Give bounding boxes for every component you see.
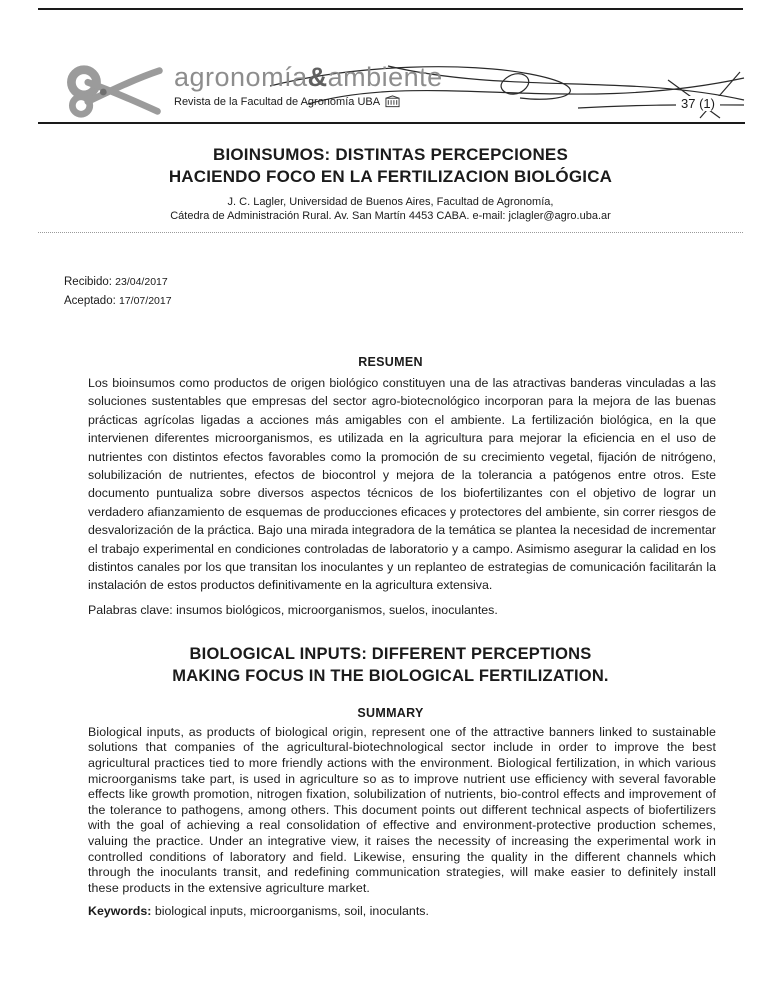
resumen-heading: RESUMEN xyxy=(358,355,423,369)
summary-heading: SUMMARY xyxy=(357,705,424,720)
received-label: Recibido: xyxy=(64,276,112,288)
article-title-es-line2: HACIENDO FOCO EN LA FERTILIZACION BIOLÓGICA xyxy=(168,167,613,186)
affiliation-line: Cátedra de Administración Rural. Av. San Martín 4453 CABA. e-mail: jclagler@agro.uba.ar xyxy=(170,209,611,222)
journal-masthead xyxy=(174,62,443,108)
keywords-label: Keywords: xyxy=(88,904,152,919)
journal-subtitle-text: Revista de la Facultad de Agronomía UBA xyxy=(174,95,381,108)
palabras-clave xyxy=(88,602,716,618)
article-title-en-line1: BIOLOGICAL INPUTS: DIFFERENT PERCEPTIONS xyxy=(189,644,592,663)
author-line: J. C. Lagler, Universidad de Buenos Aires, Facultad de Agronomía, xyxy=(227,196,554,208)
palabras-clave-text: insumos biológicos, microorganismos, suelos, inoculantes. xyxy=(176,602,498,617)
journal-name xyxy=(174,62,443,92)
received-date: 23/04/2017 xyxy=(115,276,168,288)
header-rule xyxy=(38,122,745,124)
journal-name-part1: agronomía xyxy=(174,62,308,92)
palabras-clave-label: Palabras clave: xyxy=(88,602,173,617)
accepted-date: 17/07/2017 xyxy=(119,295,172,307)
journal-name-part2: ambiente xyxy=(327,62,443,92)
article-title-es-line1: BIOINSUMOS: DISTINTAS PERCEPCIONES xyxy=(212,145,569,164)
journal-logo-icon xyxy=(58,62,166,120)
resumen-body: Los bioinsumos como productos de origen biológico constituyen una de las atractivas banderas vinculadas a las soluciones sustentables que empresas del sector agro-biotecnológico incorporan para la mejora de las buenas prácticas agrícolas ligadas a acciones más amigables con el ambiente. La fertilización biológica, en la que intervienen diferentes microorganismos, es utilizada en la agricultura para mejorar la eficiencia en el uso de nutrientes con distintos efectos favorables como la promoción de su crecimiento vegetal, fijación de nitrógeno, solubilización de nutrientes, efectos de biocontrol y mejora de la tolerancia a patógenos entre otros. Este documento puntualiza sobre diversos aspectos técnicos de los biofertilizantes con el objetivo de lograr un verdadero afianzamiento de esquemas de producciones eficaces y protectores del ambiente, sin correr riesgos de desvalorización de la práctica. Bajo una mirada integradora de la temática se plantea la necesidad de incrementar el trabajo experimental en condiciones controladas de laboratorio y a campo. Asimismo asegurar la calidad en los distintos canales por los que transitan los inoculantes y un replanteo de estrategias de comunicación facilitarán la instalación de estos productos definitivamente en la agricultura extensiva. xyxy=(88,376,716,593)
article-title-es xyxy=(0,144,781,188)
article-content xyxy=(0,130,781,919)
top-rule xyxy=(38,8,743,10)
accepted-row xyxy=(64,292,781,311)
keywords-text: biological inputs, microorganisms, soil, inoculants. xyxy=(154,904,429,919)
author-affiliation xyxy=(0,196,781,223)
journal-subtitle xyxy=(174,95,443,108)
accepted-label: Aceptado: xyxy=(64,295,116,307)
uba-building-icon xyxy=(385,95,400,108)
summary-body: Biological inputs, as products of biological origin, represent one of the attractive banners linked to sustainable solutions that companies of the agricultural-biotechnological sector include in order to improve the best agricultural practices tied to more friendly actions with the environment. Biological fertilization, in which various microorganisms take part, is used in agriculture so as to improve nutrient use efficiency with several favorable effects like growth promotion, nitrogen fixation, solubilization of nutrients, bio-control effects and improvement of the tolerance to pathogens, among others. This document points out different technical aspects of biofertilizers with the goal of achieving a real consolidation of effective and environment-protective production schemes, valuing the practice. Under an integrative view, it raises the necessity of increasing the experimental work in controlled conditions of laboratory and field. Likewise, ensuring the quality in the different channels which through the inoculants transit, and redefining communication strategies, will make easier to definitely install these products in the extensive agriculture market. xyxy=(88,724,716,895)
article-title-en xyxy=(0,643,781,687)
journal-name-ampersand: & xyxy=(307,62,328,92)
keywords-en xyxy=(88,903,716,919)
dates-block xyxy=(64,273,781,311)
author-divider xyxy=(38,232,743,233)
received-row xyxy=(64,273,781,292)
article-title-en-line2: MAKING FOCUS IN THE BIOLOGICAL FERTILIZATION. xyxy=(172,666,609,685)
journal-header xyxy=(0,62,781,122)
issue-number: 37 (1) xyxy=(676,96,720,111)
